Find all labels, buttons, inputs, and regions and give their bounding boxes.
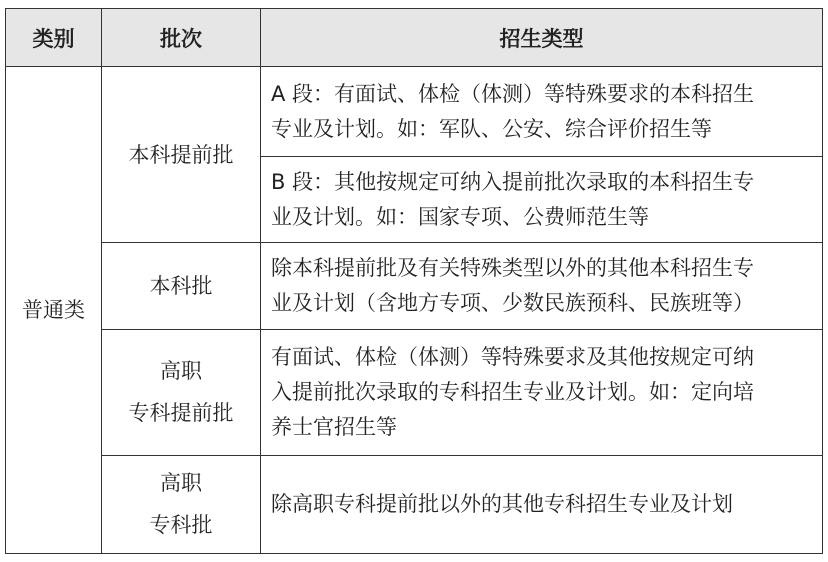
desc-line: B 段：其他按规定可纳入提前批次录取的本科招生专 — [271, 169, 755, 194]
desc-cell-a-segment — [261, 67, 823, 157]
header-admission-type: 招生类型 — [261, 9, 823, 67]
batch-label-line: 高职 — [160, 359, 202, 384]
batch-cell-undergrad — [102, 243, 261, 329]
desc-line: 除本科提前批及有关特殊类型以外的其他本科招生专 — [271, 255, 754, 280]
admission-batch-table — [5, 8, 823, 554]
desc-cell-vocational-early — [261, 329, 823, 455]
desc-line: 业及计划。如：国家专项、公费师范生等 — [271, 204, 649, 229]
header-category: 类别 — [6, 9, 102, 67]
desc-line: 入提前批次录取的专科招生专业及计划。如：定向培 — [271, 379, 754, 404]
batch-label-line: 本科提前批 — [128, 142, 234, 167]
desc-cell-undergrad — [261, 243, 823, 329]
table-row — [6, 455, 823, 553]
table-row — [6, 67, 823, 157]
desc-line: 养士官招生等 — [271, 414, 397, 439]
batch-cell-vocational-early — [102, 329, 261, 455]
desc-line: 专业及计划。如：军队、公安、综合评价招生等 — [271, 116, 712, 141]
desc-line: 业及计划（含地方专项、少数民族预科、民族班等） — [271, 290, 754, 315]
batch-label-line: 高职 — [160, 471, 202, 496]
desc-cell-vocational — [261, 455, 823, 553]
table-row — [6, 329, 823, 455]
category-cell: 普通类 — [6, 67, 102, 554]
table-row — [6, 243, 823, 329]
batch-cell-vocational — [102, 455, 261, 553]
desc-line: 有面试、体检（体测）等特殊要求及其他按规定可纳 — [271, 344, 754, 369]
batch-cell-undergrad-early — [102, 67, 261, 243]
desc-cell-b-segment — [261, 157, 823, 243]
header-row — [6, 9, 823, 67]
desc-line: 除高职专科提前批以外的其他专科招生专业及计划 — [271, 491, 733, 516]
batch-label-line: 专科批 — [149, 513, 213, 538]
batch-label-line: 专科提前批 — [128, 401, 234, 426]
header-batch: 批次 — [102, 9, 261, 67]
desc-line: A 段：有面试、体检（体测）等特殊要求的本科招生 — [271, 81, 755, 106]
batch-label-line: 本科批 — [149, 273, 213, 298]
